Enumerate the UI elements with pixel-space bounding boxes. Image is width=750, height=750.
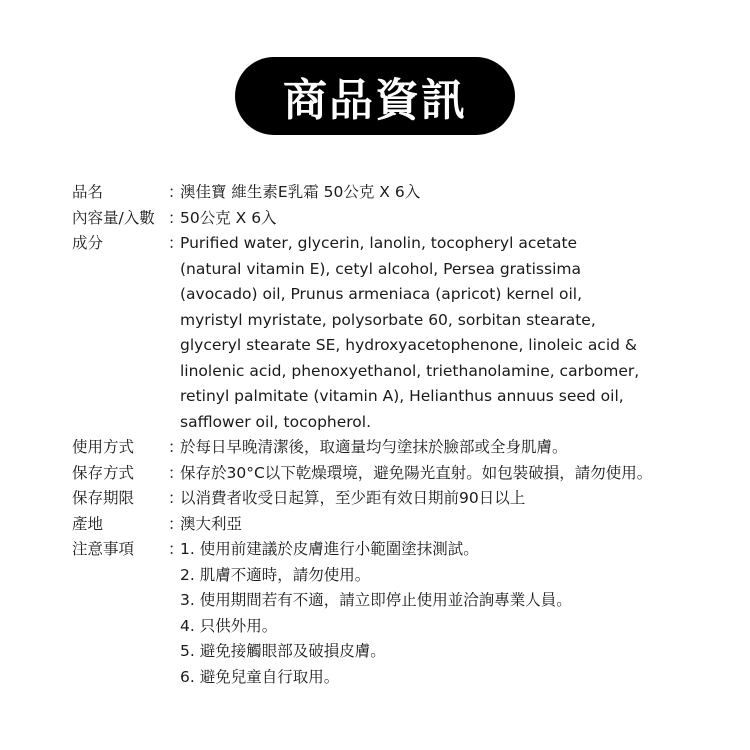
precaution-item: 1. 使用前建議於皮膚進行小範圍塗抹測試。 (180, 540, 479, 558)
content-value: 50公克 X 6入 (180, 208, 277, 227)
origin-value: 澳大利亞 (180, 514, 243, 533)
product-info-table (72, 180, 722, 690)
ingredients-line: linolenic acid, phenoxyethanol, triethanolamine, carbomer, (180, 361, 640, 380)
precaution-item: 5. 避免接觸眼部及破損皮膚。 (180, 642, 386, 660)
info-row-product-name (72, 180, 722, 206)
ingredients-value (180, 231, 722, 435)
ingredients-line: (avocado) oil, Prunus armeniaca (apricot) kernel oil, (180, 285, 582, 303)
ingredients-line: (natural vitamin E), cetyl alcohol, Persea gratissima (180, 259, 581, 278)
shelf-life-value: 以消費者收受日起算，至少距有效日期前90日以上 (180, 489, 526, 507)
product-name-value: 澳佳寶 維生素E乳霜 50公克 X 6入 (180, 183, 421, 201)
info-row-usage (72, 435, 722, 461)
ingredients-line: safflower oil, tocopherol. (180, 412, 372, 431)
colon-separator: ： (168, 208, 184, 227)
usage-value: 於每日早晚清潔後，取適量均勻塗抹於臉部或全身肌膚。 (180, 438, 568, 456)
colon-separator: ： (168, 183, 184, 201)
info-row-storage (72, 461, 722, 487)
colon-separator: ： (168, 489, 184, 507)
storage-value: 保存於30°C以下乾燥環境，避免陽光直射。如包裝破損，請勿使用。 (180, 463, 653, 482)
info-row-content (72, 206, 722, 232)
ingredients-line: glyceryl stearate SE, hydroxyacetophenone, linoleic acid & (180, 336, 637, 354)
usage-label: 使用方式 (72, 438, 135, 456)
precaution-item: 3. 使用期間若有不適，請立即停止使用並洽詢專業人員。 (180, 591, 572, 609)
content-label: 內容量/入數 (72, 208, 155, 227)
ingredients-line: retinyl palmitate (vitamin A), Helianthus annuus seed oil, (180, 387, 624, 405)
colon-separator: ： (168, 463, 184, 482)
info-row-ingredients (72, 231, 722, 435)
colon-separator: ： (168, 438, 184, 456)
product-name-label: 品名 (72, 183, 104, 201)
precautions-label: 注意事項 (72, 540, 135, 558)
info-row-shelf-life (72, 486, 722, 512)
ingredients-label: 成分 (72, 234, 104, 252)
origin-label: 產地 (72, 514, 104, 533)
info-row-precautions (72, 537, 722, 690)
section-title-badge (235, 57, 515, 135)
shelf-life-label: 保存期限 (72, 489, 135, 507)
section-title: 商品資訊 (283, 75, 467, 126)
storage-label: 保存方式 (72, 463, 135, 482)
precaution-item: 2. 肌膚不適時，請勿使用。 (180, 565, 371, 584)
ingredients-line: Purified water, glycerin, lanolin, tocopheryl acetate (180, 234, 578, 252)
precaution-item: 4. 只供外用。 (180, 616, 278, 635)
colon-separator: ： (168, 514, 184, 533)
colon-separator: ： (168, 234, 184, 252)
precaution-item: 6. 避免兒童自行取用。 (180, 667, 340, 686)
colon-separator: ： (168, 540, 184, 558)
ingredients-line: myristyl myristate, polysorbate 60, sorbitan stearate, (180, 310, 596, 329)
precautions-list (180, 537, 722, 690)
info-row-origin (72, 512, 722, 538)
